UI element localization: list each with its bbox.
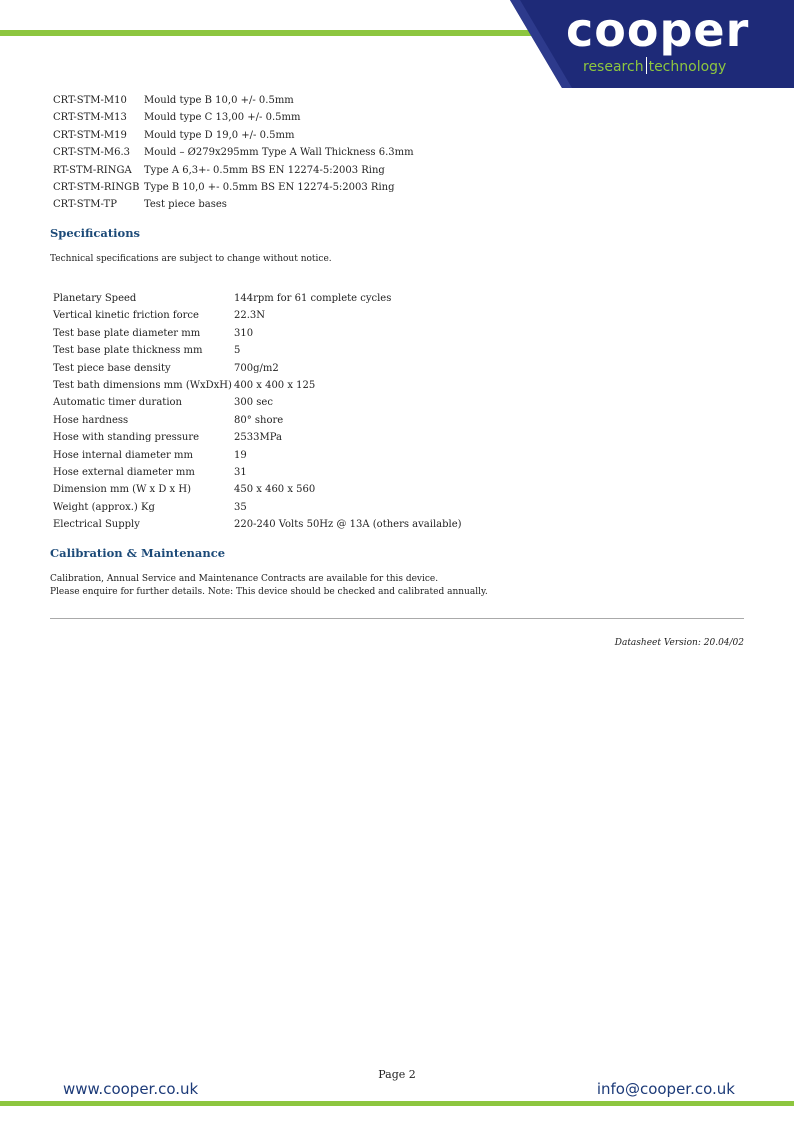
spec-row [53,377,462,394]
spec-value: 19 [234,449,247,461]
code-row [53,109,414,126]
page-number: Page 2 [378,1068,416,1081]
spec-value: 5 [234,345,241,357]
spec-label: Planetary Speed [53,293,137,304]
spec-label: Hose with standing pressure [53,432,200,444]
logo-tag-technology: technology [648,59,727,75]
code-row [53,162,414,179]
product-code: CRT-STM-RINGB [53,181,140,193]
spec-value: 144rpm for 61 complete cycles [234,293,392,304]
footer-green-stripe [0,1101,794,1106]
spec-value: 35 [234,501,247,513]
logo-tag-research: research [583,59,644,75]
spec-value: 80° shore [234,414,284,426]
spec-value: 31 [234,466,247,478]
spec-row [53,342,462,359]
code-row [53,127,414,144]
spec-row [53,360,462,377]
spec-row [53,290,462,307]
code-row [53,92,414,109]
spec-row [53,516,462,533]
product-code: RT-STM-RINGA [53,164,132,176]
product-code: CRT-STM-TP [53,199,117,211]
spec-row [53,325,462,342]
spec-label: Test base plate diameter mm [53,327,201,339]
spec-label: Automatic timer duration [53,397,182,409]
code-row [53,179,414,196]
spec-row [53,307,462,324]
product-code-list [53,92,414,214]
spec-label: Hose hardness [53,414,129,426]
spec-row [53,499,462,516]
spec-label: Test piece base density [53,362,171,374]
spec-value: 300 sec [234,397,273,409]
spec-value: 310 [234,327,254,339]
email-link[interactable]: info@cooper.co.uk [596,1080,735,1098]
spec-row [53,481,462,498]
divider [50,618,744,619]
spec-row [53,412,462,429]
spec-label: Hose internal diameter mm [53,449,193,461]
spec-row [53,464,462,481]
specifications-note: Technical specifications are subject to change without notice. [50,254,332,264]
calibration-heading: Calibration & Maintenance [50,546,226,560]
product-code: CRT-STM-M19 [53,129,127,141]
logo-tag-divider [646,57,647,74]
spec-label: Dimension mm (W x D x H) [53,484,191,496]
product-code: CRT-STM-M10 [53,95,127,106]
product-description: Test piece bases [144,199,227,211]
spec-row [53,429,462,446]
spec-label: Test base plate thickness mm [53,345,203,357]
product-description: Mould type D 19,0 +/- 0.5mm [144,129,295,141]
specifications-table [53,290,462,533]
calibration-line-1: Calibration, Annual Service and Maintenance Contracts are available for this device. [50,574,439,584]
product-description: Mould – Ø279x295mm Type A Wall Thickness 6.3mm [144,147,414,159]
product-code: CRT-STM-M6.3 [53,147,131,159]
spec-value: 400 x 400 x 125 [234,379,316,391]
calibration-text [50,573,488,598]
product-description: Mould type C 13,00 +/- 0.5mm [144,112,301,124]
spec-label: Hose external diameter mm [53,466,195,478]
logo-tagline [583,57,726,76]
spec-label: Electrical Supply [53,519,140,531]
datasheet-version: Datasheet Version: 20.04/02 [614,638,744,648]
spec-row [53,447,462,464]
spec-label: Vertical kinetic friction force [53,310,199,322]
spec-row [53,394,462,411]
product-description: Type B 10,0 +- 0.5mm BS EN 12274-5:2003 Ring [144,181,395,193]
code-row [53,196,414,213]
code-row [53,144,414,161]
specifications-heading: Specifications [50,226,141,240]
spec-value: 700g/m2 [234,362,279,374]
calibration-line-2: Please enquire for further details. Note: This device should be checked and calibrated annually. [50,586,488,597]
company-logo: cooper [566,3,750,57]
spec-value: 2533MPa [234,432,282,444]
spec-label: Weight (approx.) Kg [53,501,155,513]
product-description: Type A 6,3+- 0.5mm BS EN 12274-5:2003 Ring [144,164,385,176]
spec-label: Test bath dimensions mm (WxDxH) [53,379,232,391]
website-link[interactable]: www.cooper.co.uk [63,1080,199,1098]
spec-value: 220-240 Volts 50Hz @ 13A (others available) [234,519,462,531]
product-code: CRT-STM-M13 [53,112,127,124]
spec-value: 22.3N [234,310,266,322]
product-description: Mould type B 10,0 +/- 0.5mm [144,95,294,106]
spec-value: 450 x 460 x 560 [234,484,316,496]
